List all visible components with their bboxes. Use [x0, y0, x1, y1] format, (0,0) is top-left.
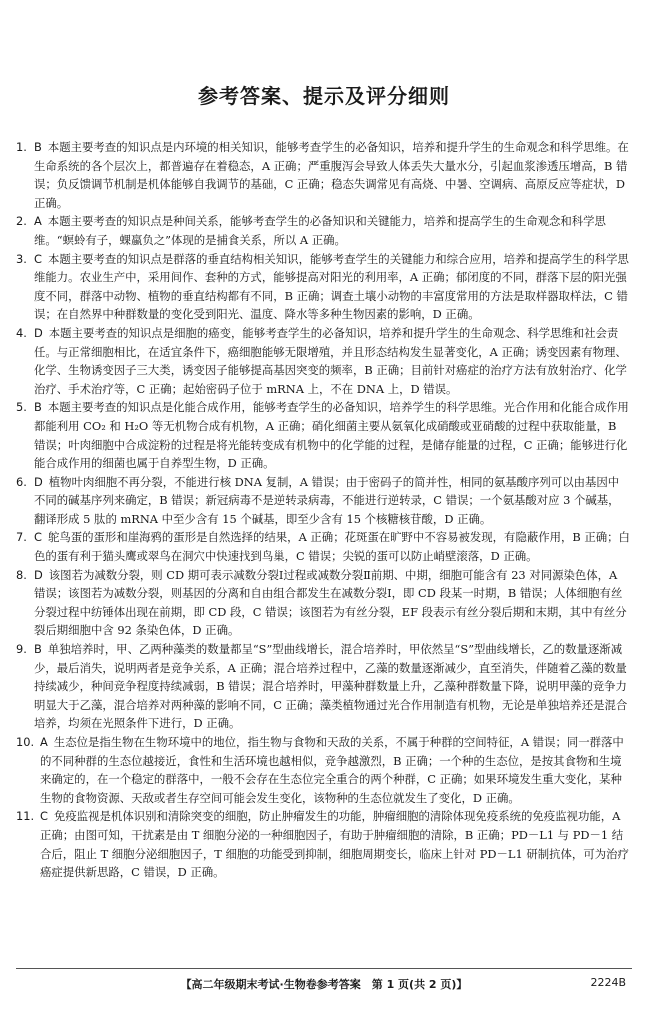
explanation-text: 本题主要考查的知识点是细胞的癌变，能够考查学生的必备知识，培养和提升学生的生命观念、科学思维和社会责任。与正常细胞相比，在适宜条件下，癌细胞能够无限增殖，并且形态结构发生显著变化，A 正确；诱变因素有物理、化学、生物诱变因子三大类，诱变因子能够提高基因突变的频率，B 正确；目前针对癌症的治疗方法有放射治疗、化学治疗、手术治疗等，C 正确；起始密码子位于 mRNA 上，不在 DNA 上，D 错误。 — [34, 325, 627, 396]
question-number: 3. — [16, 251, 27, 266]
explanation-text: 本题主要考查的知识点是群落的垂直结构相关知识，能够考查学生的关键能力和综合应用，培养和提高学生的科学思维能力。农业生产中，采用间作、套种的方式，能够提高对阳光的利用率，A 正确；郁闭度的不同，群落下层的阳光强度不同，群落中动物、植物的垂直结构都有不同，B 正确；调查土壤小动物的丰富度常用的方法是取样器取样法，C 错误；在自然界中种群数量的变化受到阳光、温度、降水等多种生物因素的影响，D 正确。 — [34, 251, 629, 322]
explanation-text: 单独培养时，甲、乙两种藻类的数量都呈“S”型曲线增长，混合培养时，甲依然呈“S”型曲线增长，乙的数量逐渐减少，最后消失，说明两者是竞争关系，A 正确；混合培养过程中，乙藻的数量逐渐减少，直至消失，伴随着乙藻的数量持续减少，种间竞争程度持续减弱，B 错误；混合培养时，甲藻种群数量上升，乙藻种群数量下降，说明甲藻的竞争力明显大于乙藻，混合培养对两种藻的影响不同，C 正确；藻类植物通过光合作用制造有机物，无论是单独培养还是混合培养，均须在光照条件下进行，D 正确。 — [34, 642, 628, 731]
question-number: 4. — [16, 325, 27, 340]
question-number: 6. — [16, 474, 27, 489]
answer-choice: D — [34, 567, 43, 582]
answer-item — [16, 398, 630, 472]
answer-item — [16, 324, 630, 398]
explanation-text: 生态位是指生物在生物环境中的地位，指生物与食物和天敌的关系，不属于种群的空间特征，A 错误；同一群落中的不同种群的生态位越接近，食性和生活环境也越相似，竞争越激烈，B 正确；一个种的生态位，是按其食物和生境来确定的，在一个稳定的群落中，一般不会存在生态位完全重合的两个种群，C 正确；如果环境发生重大变化，某种生物的食物资源、天敌或者生存空间可能会发生变化，该物种的生态位就发生了变化，D 正确。 — [40, 735, 624, 805]
question-number: 9. — [16, 642, 27, 657]
answer-item — [16, 138, 630, 212]
explanation-text: 该图若为减数分裂，则 CD 期可表示减数分裂Ⅰ过程或减数分裂Ⅱ前期、中期，细胞可能含有 23 对同源染色体，A 错误；该图若为减数分裂，则基因的分离和自由组合都发生在减数分裂Ⅰ，即 CD 段某一时期，B 错误；人体细胞有丝分裂过程中纺锤体出现在前期，即 CD 段，C 错误；该图若为有丝分裂，EF 段表示有丝分裂后期和末期，其中有丝分裂后期细胞中含 92 条染色体，D 正确。 — [34, 567, 627, 638]
question-number: 10. — [16, 735, 35, 749]
page-title: 参考答案、提示及评分细则 — [198, 84, 450, 108]
footer-exam-code: 2224B — [590, 976, 626, 989]
answer-item — [16, 250, 630, 324]
answer-item — [16, 733, 630, 807]
answer-choice: D — [34, 474, 43, 489]
answer-choice: A — [40, 735, 48, 749]
answer-choice: B — [34, 642, 42, 657]
answer-list — [16, 138, 630, 882]
question-number: 2. — [16, 214, 27, 229]
answer-choice: C — [34, 530, 42, 545]
page-footer — [0, 976, 648, 996]
answer-choice: A — [34, 214, 42, 229]
answer-choice: C — [34, 251, 42, 266]
explanation-text: 本题主要考查的知识点是化能合成作用，能够考查学生的必备知识，培养学生的科学思维。光合作用和化能合成作用都能利用 CO₂ 和 H₂O 等无机物合成有机物，A 正确；硝化细菌主要从氨氧化成硝酸或亚硝酸的过程中获取能量，B 错误；叶肉细胞中合成淀粉的过程是将光能转变成有机物中的化学能的过程，是储存能量的过程，C 正确；能够进行化能合成作用的细菌也属于自养型生物，D 正确。 — [34, 400, 629, 471]
answer-choice: B — [34, 400, 42, 415]
answer-choice: C — [40, 809, 48, 824]
question-number: 7. — [16, 530, 27, 545]
explanation-text: 本题主要考查的知识点是种间关系，能够考查学生的必备知识和关键能力，培养和提高学生的生命观念和科学思维。“螟蛉有子，蜾蠃负之”体现的是捕食关系，所以 A 正确。 — [34, 214, 606, 247]
question-number: 1. — [16, 140, 27, 154]
question-number: 5. — [16, 400, 27, 415]
footer-page-info: 【高二年级期末考试·生物卷参考答案 第 1 页(共 2 页)】 — [180, 978, 468, 991]
answer-item — [16, 473, 630, 529]
answer-item — [16, 807, 630, 881]
answer-item — [16, 566, 630, 640]
answer-choice: B — [34, 140, 42, 154]
answer-choice: D — [34, 325, 43, 340]
question-number: 8. — [16, 567, 27, 582]
explanation-text: 植物叶肉细胞不再分裂，不能进行核 DNA 复制，A 错误；由于密码子的简并性，相同的氨基酸序列可以由基因中不同的碱基序列来确定，B 错误；新冠病毒不是逆转录病毒，不能进行逆转录，C 错误；一个氨基酸对应 3 个碱基，翻译形成 5 肽的 mRNA 中至少含有 15 个碱基，即至少含有 15 个核糖核苷酸，D 正确。 — [34, 474, 620, 526]
answer-item — [16, 528, 630, 565]
explanation-text: 鸵鸟蛋的蛋形和崖海鸦的蛋形是自然选择的结果，A 正确；花斑蛋在旷野中不容易被发现，有隐蔽作用，B 正确；白色的蛋有利于猫头鹰或翠鸟在洞穴中快速找到鸟巢，C 错误；尖锐的蛋可以防止峭壁滚落，D 正确。 — [34, 530, 630, 564]
answer-item — [16, 212, 630, 249]
footer-divider — [16, 968, 632, 969]
answer-item — [16, 640, 630, 733]
explanation-text: 本题主要考查的知识点是内环境的相关知识，能够考查学生的必备知识，培养和提升学生的生命观念和科学思维。在生命系统的各个层次上，都普遍存在着稳态，A 正确；严重腹泻会导致人体丢失大量水分，引起血浆渗透压增高，B 错误；负反馈调节机制是机体能够自我调节的基础，C 正确；稳态失调常见有高烧、中暑、空调病、高原反应等症状，D 正确。 — [34, 140, 629, 210]
explanation-text: 免疫监视是机体识别和清除突变的细胞，防止肿瘤发生的功能，肿瘤细胞的清除体现免疫系统的免疫监视功能，A 正确；由图可知，干扰素是由 T 细胞分泌的一种细胞因子，有助于肿瘤细胞的清除，B 正确；PD－L1 与 PD－1 结合后，阻止 T 细胞分泌细胞因子，T 细胞的功能受到抑制，细胞周期变长，临床上针对 PD－L1 研制抗体，可为治疗癌症提供新思路，C 错误，D 正确。 — [40, 809, 629, 880]
question-number: 11. — [16, 809, 35, 824]
